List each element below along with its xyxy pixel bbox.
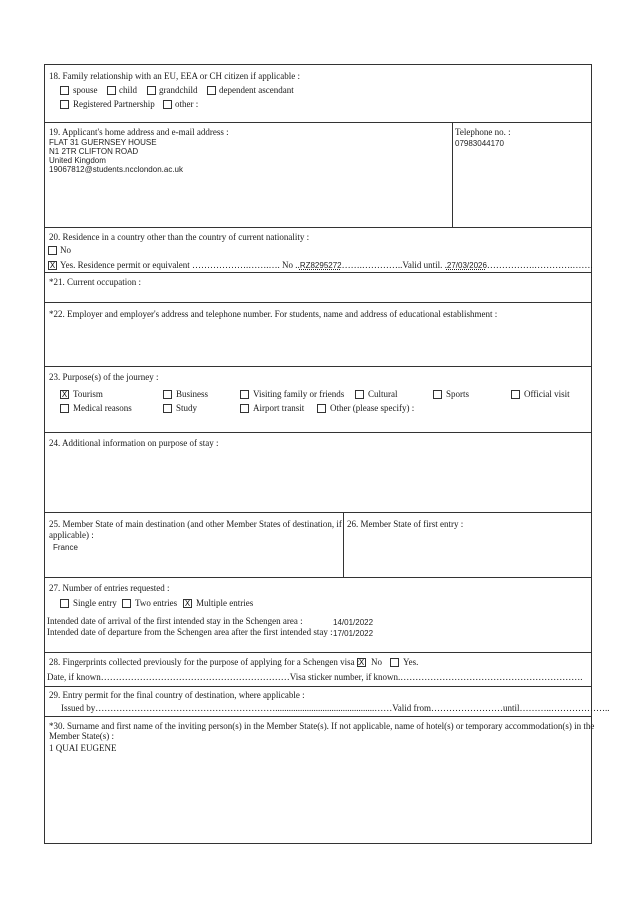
study-checkbox[interactable] (163, 404, 172, 413)
child-checkbox[interactable] (107, 86, 116, 95)
residence-permit-number[interactable]: RZ8295272 (299, 261, 342, 270)
multiple-entries-label: Multiple entries (196, 598, 254, 608)
section-25-title-line-1: 25. Member State of main destination (and other Member States of destination, if (49, 519, 342, 529)
section-22-title: *22. Employer and employer's address and telephone number. For students, name and address of educational establishment : (49, 309, 498, 319)
official-visit-label: Official visit (524, 389, 570, 399)
telephone-label: Telephone no. : (455, 127, 511, 137)
section-29-entry-permit (45, 687, 610, 717)
residence-yes-line (60, 260, 593, 271)
section-18-title: 18. Family relationship with an EU, EEA or CH citizen if applicable : (49, 71, 300, 81)
cultural-label: Cultural (368, 389, 398, 399)
tourism-label: Tourism (73, 389, 103, 399)
cultural-checkbox[interactable] (355, 390, 364, 399)
section-30-title-line-2: Member State(s) : (49, 731, 114, 741)
section-28-fingerprints (45, 653, 591, 687)
address-line-2[interactable]: N1 2TR CLIFTON ROAD (49, 147, 139, 156)
study-label: Study (176, 403, 198, 413)
section-27-title: 27. Number of entries requested : (49, 583, 170, 593)
residence-no-checkbox[interactable] (48, 246, 57, 255)
address-line-3[interactable]: United Kingdom (49, 156, 106, 165)
section-19-title: 19. Applicant's home address and e-mail address : (49, 127, 229, 137)
residence-no-label: No (60, 245, 71, 255)
two-entries-label: Two entries (135, 598, 178, 608)
section-23-purpose (45, 367, 591, 433)
arrival-label: Intended date of arrival of the first intended stay in the Schengen area : (47, 616, 303, 626)
dependent-ascendant-checkbox[interactable] (207, 86, 216, 95)
departure-label: Intended date of departure from the Schengen area after the first intended stay : (47, 627, 333, 637)
section-28-title: 28. Fingerprints collected previously for the purpose of applying for a Schengen visa : (49, 657, 360, 667)
telephone-value[interactable]: 07983044170 (455, 139, 504, 148)
section-30-inviting-person (45, 717, 595, 843)
other-relationship-label: other : (175, 99, 199, 109)
section-25-26-member-states (45, 513, 591, 578)
residence-yes-label: Yes. Residence permit or equivalent ……………….…….…. No .. (60, 260, 300, 270)
section-21-title: *21. Current occupation : (49, 277, 141, 287)
business-label: Business (176, 389, 209, 399)
multiple-entries-checkbox[interactable]: X (184, 599, 191, 608)
trailing-dots: …………….………….……. (486, 260, 593, 270)
section-21-occupation (45, 273, 591, 303)
section-22-employer (45, 303, 591, 367)
section-27-entries (45, 578, 591, 653)
section-20-residence (45, 228, 591, 273)
two-entries-checkbox[interactable] (122, 599, 131, 608)
address-line-1[interactable]: FLAT 31 GUERNSEY HOUSE (49, 138, 157, 147)
visiting-family-checkbox[interactable] (240, 390, 249, 399)
main-destination-value[interactable]: France (53, 543, 78, 552)
business-checkbox[interactable] (163, 390, 172, 399)
sports-label: Sports (446, 389, 470, 399)
entry-permit-line: Issued by……………………………………………………............................................……Valid from……………………until………..……………….. (61, 703, 610, 713)
departure-date[interactable]: 17/01/2022 (333, 629, 374, 638)
section-29-title: 29. Entry permit for the final country of destination, where applicable : (49, 690, 305, 700)
visiting-family-label: Visiting family or friends (253, 389, 345, 399)
spouse-label: spouse (73, 85, 98, 95)
medical-reasons-label: Medical reasons (73, 403, 132, 413)
grandchild-checkbox[interactable] (147, 86, 156, 95)
fingerprints-yes-checkbox[interactable] (390, 658, 399, 667)
email-value[interactable]: 19067812@students.ncclondon.ac.uk (49, 165, 183, 174)
application-form (44, 64, 610, 844)
section-23-title: 23. Purpose(s) of the journey : (49, 372, 159, 382)
arrival-date[interactable]: 14/01/2022 (333, 618, 374, 627)
child-label: child (119, 85, 137, 95)
inviting-person-value[interactable]: 1 QUAI EUGENE (49, 743, 117, 753)
fingerprints-date-line: Date, if known………………………………………………………Visa sticker number, if known.……………………………………………………. (47, 672, 583, 682)
section-26-title: 26. Member State of first entry : (347, 519, 464, 529)
section-19-divider (452, 123, 453, 227)
registered-partnership-label: Registered Partnership (73, 99, 155, 109)
section-24-additional-info (45, 433, 591, 513)
section-25-title-line-2: applicable) : (49, 530, 94, 540)
single-entry-label: Single entry (73, 598, 117, 608)
section-24-title: 24. Additional information on purpose of stay : (49, 438, 219, 448)
dependent-ascendant-label: dependent ascendant (219, 85, 294, 95)
fingerprints-yes-label: Yes. (403, 657, 419, 667)
other-purpose-label: Other (please specify) : (330, 403, 415, 413)
other-relationship-checkbox[interactable] (163, 100, 172, 109)
other-purpose-checkbox[interactable] (317, 404, 326, 413)
residence-valid-until[interactable]: 27/03/2026 (446, 261, 487, 270)
residence-yes-checkbox[interactable]: X (49, 261, 56, 270)
section-30-title-line-1: *30. Surname and first name of the inviting person(s) in the Member State(s). If not applicable, name of hotel(s) or temporary accommodation(s) in the (49, 721, 595, 731)
valid-until-label: …….…………..Valid until. . (341, 260, 447, 270)
grandchild-label: grandchild (159, 85, 198, 95)
tourism-checkbox[interactable]: X (61, 390, 68, 399)
sports-checkbox[interactable] (433, 390, 442, 399)
medical-reasons-checkbox[interactable] (60, 404, 69, 413)
section-25-26-divider (343, 513, 344, 577)
single-entry-checkbox[interactable] (60, 599, 69, 608)
fingerprints-no-checkbox[interactable]: X (358, 658, 365, 667)
official-visit-checkbox[interactable] (511, 390, 520, 399)
section-20-title: 20. Residence in a country other than the country of current nationality : (49, 232, 310, 242)
airport-transit-checkbox[interactable] (240, 404, 249, 413)
fingerprints-no-label: No (371, 657, 382, 667)
airport-transit-label: Airport transit (253, 403, 305, 413)
spouse-checkbox[interactable] (60, 86, 69, 95)
section-19-home-address (45, 123, 591, 228)
section-18-family-relationship (45, 65, 591, 123)
registered-partnership-checkbox[interactable] (60, 100, 69, 109)
